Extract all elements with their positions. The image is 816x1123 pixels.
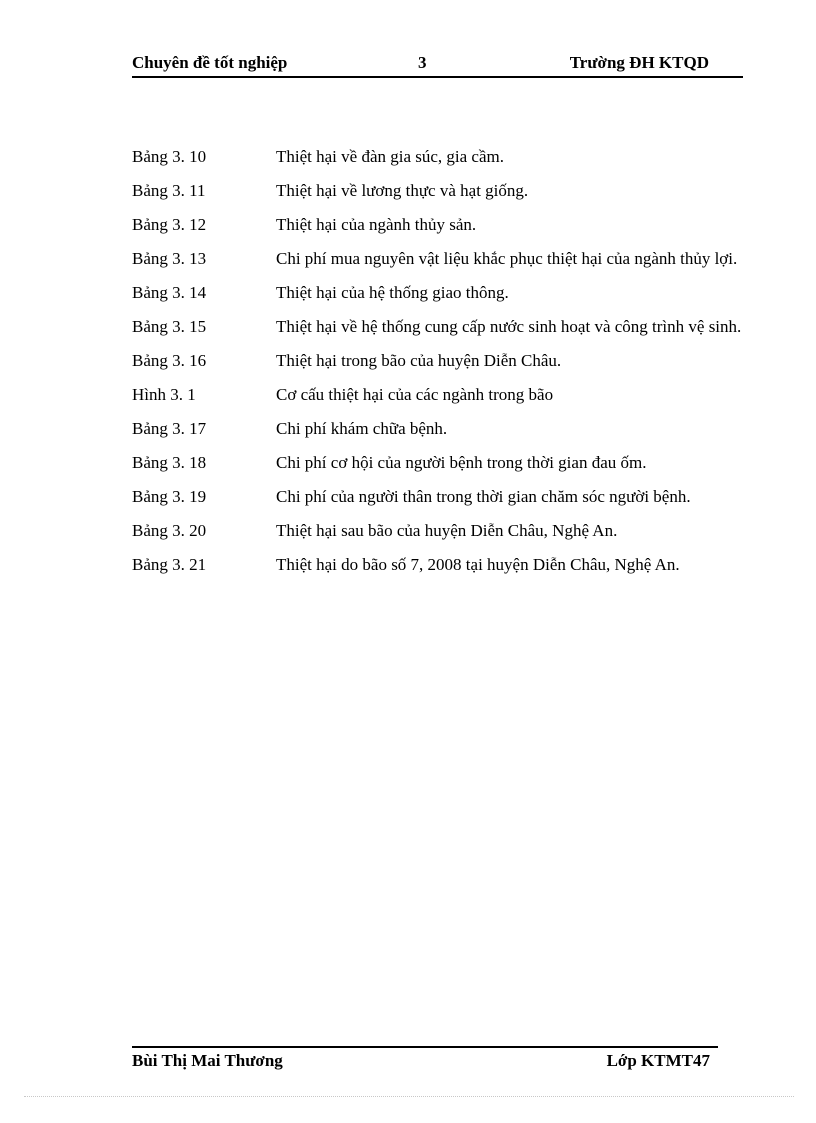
list-item-text: Thiệt hại do bão số 7, 2008 tại huyện Diễn Châu, Nghệ An. bbox=[276, 555, 680, 574]
list-item-text: Chi phí của người thân trong thời gian chăm sóc người bệnh. bbox=[276, 487, 691, 506]
page-number: 3 bbox=[418, 53, 427, 72]
list-item-text: Thiệt hại sau bão của huyện Diễn Châu, Nghệ An. bbox=[276, 521, 618, 540]
list-item-label: Bảng 3. 16 bbox=[132, 351, 207, 370]
list-item bbox=[132, 446, 742, 480]
header-title: Chuyên đề tốt nghiệp bbox=[132, 53, 288, 72]
list-item-label: Bảng 3. 14 bbox=[132, 283, 207, 302]
list-item bbox=[132, 276, 742, 310]
list-item-label: Bảng 3. 11 bbox=[132, 181, 206, 200]
list-item bbox=[132, 412, 742, 446]
class-name: Lớp KTMT47 bbox=[606, 1051, 710, 1070]
table-list bbox=[132, 140, 742, 582]
list-item bbox=[132, 140, 742, 174]
list-item-label: Bảng 3. 15 bbox=[132, 317, 207, 336]
list-item bbox=[132, 208, 742, 242]
list-item-text: Thiệt hại của hệ thống giao thông. bbox=[276, 283, 509, 302]
list-item-label: Bảng 3. 12 bbox=[132, 215, 207, 234]
list-item-text: Chi phí cơ hội của người bệnh trong thời gian đau ốm. bbox=[276, 453, 647, 472]
list-item-label: Bảng 3. 21 bbox=[132, 555, 207, 574]
header-school: Trường ĐH KTQD bbox=[569, 53, 709, 72]
list-item-text: Chi phí mua nguyên vật liệu khắc phục thiệt hại của ngành thủy lợi. bbox=[276, 249, 738, 268]
list-item-label: Bảng 3. 17 bbox=[132, 419, 207, 438]
list-item-text: Thiệt hại về hệ thống cung cấp nước sinh hoạt và công trình vệ sinh. bbox=[276, 317, 742, 336]
list-item-text: Thiệt hại về đàn gia súc, gia cầm. bbox=[276, 147, 504, 166]
list-item-label: Hình 3. 1 bbox=[132, 385, 196, 404]
list-item-text: Thiệt hại của ngành thủy sản. bbox=[276, 215, 477, 234]
list-item-label: Bảng 3. 18 bbox=[132, 453, 207, 472]
list-item bbox=[132, 310, 742, 344]
page-footer bbox=[132, 1046, 718, 1078]
list-item-label: Bảng 3. 20 bbox=[132, 521, 207, 540]
list-item-text: Thiệt hại về lương thực và hạt giống. bbox=[276, 181, 529, 200]
list-item-label: Bảng 3. 10 bbox=[132, 147, 207, 166]
list-item-label: Bảng 3. 13 bbox=[132, 249, 207, 268]
list-item bbox=[132, 242, 742, 276]
page-header bbox=[132, 52, 743, 78]
list-item bbox=[132, 548, 742, 582]
list-item-label: Bảng 3. 19 bbox=[132, 487, 207, 506]
list-item bbox=[132, 174, 742, 208]
list-item bbox=[132, 378, 742, 412]
list-item-text: Chi phí khám chữa bệnh. bbox=[276, 419, 448, 438]
list-item bbox=[132, 514, 742, 548]
author-name: Bùi Thị Mai Thương bbox=[132, 1051, 283, 1070]
page-edge-divider bbox=[24, 1096, 794, 1097]
list-item bbox=[132, 344, 742, 378]
list-item-text: Thiệt hại trong bão của huyện Diễn Châu. bbox=[276, 351, 562, 370]
list-item-text: Cơ cấu thiệt hại của các ngành trong bão bbox=[276, 385, 554, 404]
list-item bbox=[132, 480, 742, 514]
